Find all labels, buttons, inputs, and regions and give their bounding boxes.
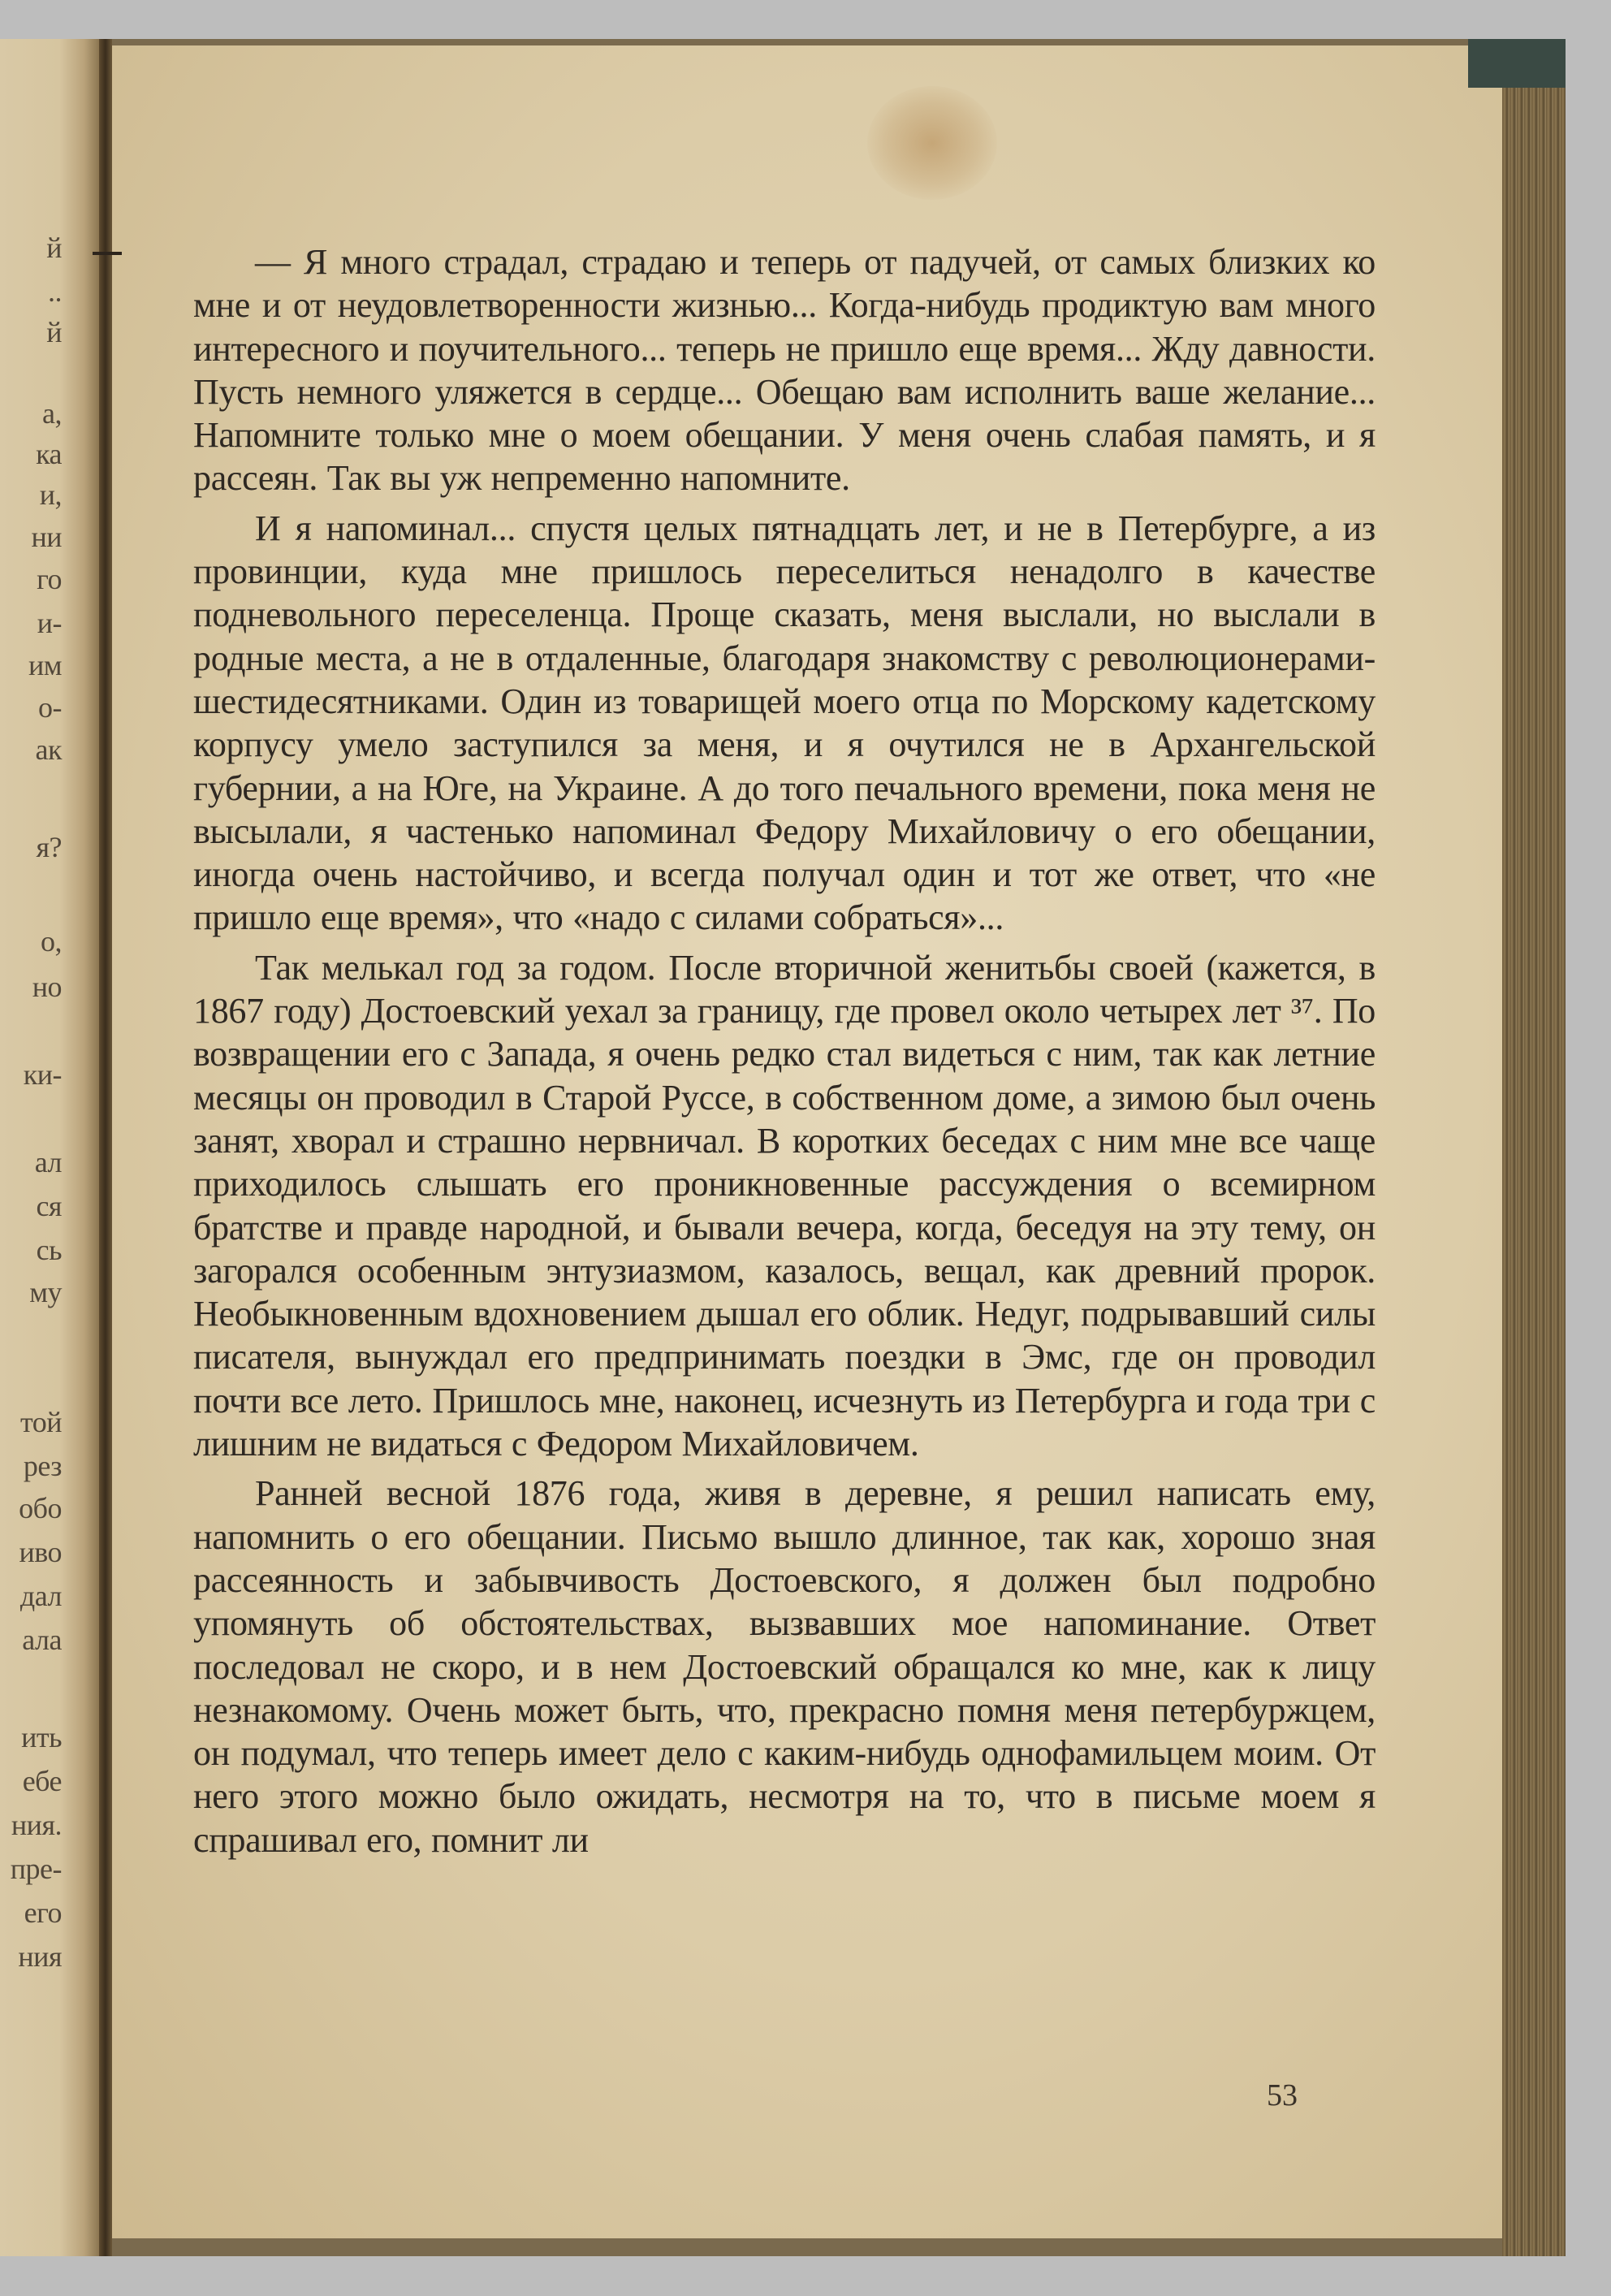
scan-photo	[0, 39, 1566, 2256]
left-page-fragment: и-	[37, 607, 62, 639]
left-page-fragment: обо	[19, 1492, 62, 1524]
left-page-fragment: рез	[23, 1450, 62, 1482]
left-page-fragment: пре-	[10, 1853, 62, 1885]
left-page-fragment: ки-	[23, 1058, 62, 1091]
left-page-fragment: ебе	[22, 1765, 62, 1797]
paragraph-2: И я напоминал... спустя целых пятнадцать лет, и не в Петербурге, а из провинции, куда мне пришлось переселиться ненадолго в качестве подневольного переселенца. Проще сказать, меня выслали, но выслали в родные места, а не в отдаленные, благодаря знакомству с революционерами-шестидесятниками. Один из товарищей моего отца по Морскому кадетскому корпусу умело заступился за меня, и я очутился не в Архангельской губернии, а на Юге, на Украине. А до того печального времени, пока меня не высылали, я частенько напоминал Федору Михайловичу о его обещании, иногда очень настойчиво, и всегда получал один и тот же ответ, что «не пришло еще время», что «надо с силами собраться»...	[193, 508, 1376, 938]
left-page-fragment: ся	[36, 1190, 62, 1222]
book-gutter	[99, 39, 112, 2256]
left-page-fragment: я?	[36, 831, 62, 863]
left-page-fragment: го	[37, 563, 62, 595]
left-page-fragment: его	[24, 1896, 62, 1929]
left-page-fragment: той	[19, 1406, 62, 1438]
left-page-fragment: дал	[19, 1580, 62, 1612]
left-page-edge	[0, 39, 99, 2256]
background-corner	[1468, 39, 1566, 88]
left-page-fragment: ния.	[11, 1809, 62, 1841]
left-page-fragment: но	[32, 971, 62, 1003]
left-page-fragment: й	[46, 231, 62, 264]
left-page-fragment: ка	[36, 438, 62, 470]
margin-mark	[93, 252, 122, 255]
left-page-fragment: му	[29, 1276, 62, 1308]
left-page-fragment: ни	[31, 521, 62, 553]
paper-stain	[867, 86, 997, 200]
left-page-fragment: ния	[18, 1940, 62, 1973]
left-page-fragment: й	[46, 316, 62, 348]
left-page-fragment: ..	[48, 275, 62, 308]
left-page-fragment: о-	[38, 691, 62, 724]
page-edges	[1502, 71, 1566, 2256]
page-text	[193, 240, 1376, 1868]
paragraph-3: Так мелькал год за годом. После вторичной женитьбы своей (кажется, в 1867 году) Достоевский уехал за границу, где провел около четырех лет ³⁷. По возвращении его с Запада, я очень редко стал видеться с ним, так как летние месяцы он проводил в Старой Руссе, в собственном доме, а зимою был очень занят, хворал и страшно нервничал. В коротких беседах с ним мне все чаще приходилось слышать его проникновенные рассуждения о всемирном братстве и правде народной, и бывали вечера, когда, беседуя на эту тему, он загорался особенным энтузиазмом, казалось, вещал, как древний пророк. Необыкновенным вдохновением дышал его облик. Недуг, подрывавший силы писателя, вынуждал его предпринимать поездки в Эмс, где он проводил почти все лето. Пришлось мне, наконец, исчезнуть из Петербурга и года три с лишним не видаться с Федором Михайловичем.	[193, 947, 1376, 1464]
left-page-fragment: ак	[35, 733, 62, 766]
left-page-fragment: ала	[22, 1624, 62, 1656]
left-page-fragment: ить	[21, 1721, 62, 1753]
left-page-fragment: ал	[34, 1146, 62, 1178]
paragraph-1: — Я много страдал, страдаю и теперь от падучей, от самых близких ко мне и от неудовлетворенности жизнью... Когда-нибудь продиктую вам много интересного и поучительного... теперь не пришло еще время... Жду давности. Пусть немного уляжется в сердце... Обещаю вам исполнить ваше желание... Напомните только мне о моем обещании. У меня очень слабая память, и я рассеян. Так вы уж непременно напомните.	[193, 242, 1376, 499]
left-page-fragment: а,	[42, 397, 62, 430]
page-number: 53	[1267, 2078, 1298, 2112]
left-page-fragment: о,	[41, 925, 62, 958]
paragraph-4: Ранней весной 1876 года, живя в деревне, я решил написать ему, напомнить о его обещании. Письмо вышло длинное, так как, хорошо зная рассеянность и забывчивость Достоевского, я должен был подробно упомянуть об обстоятельствах, вызвавших мое напоминание. Ответ последовал не скоро, и в нем Достоевский обращался ко мне, как к лицу незнакомому. Очень может быть, что, прекрасно помня меня петербуржцем, он подумал, что теперь имеет дело с каким-нибудь однофамильцем моим. От него этого можно было ожидать, несмотря на то, что в письме моем я спрашивал его, помнит ли	[193, 1473, 1376, 1860]
left-page-fragment: и,	[39, 478, 62, 511]
left-page-fragment: иво	[19, 1536, 62, 1568]
left-page-fragment: сь	[36, 1234, 62, 1266]
left-page-fragment: им	[28, 649, 62, 681]
